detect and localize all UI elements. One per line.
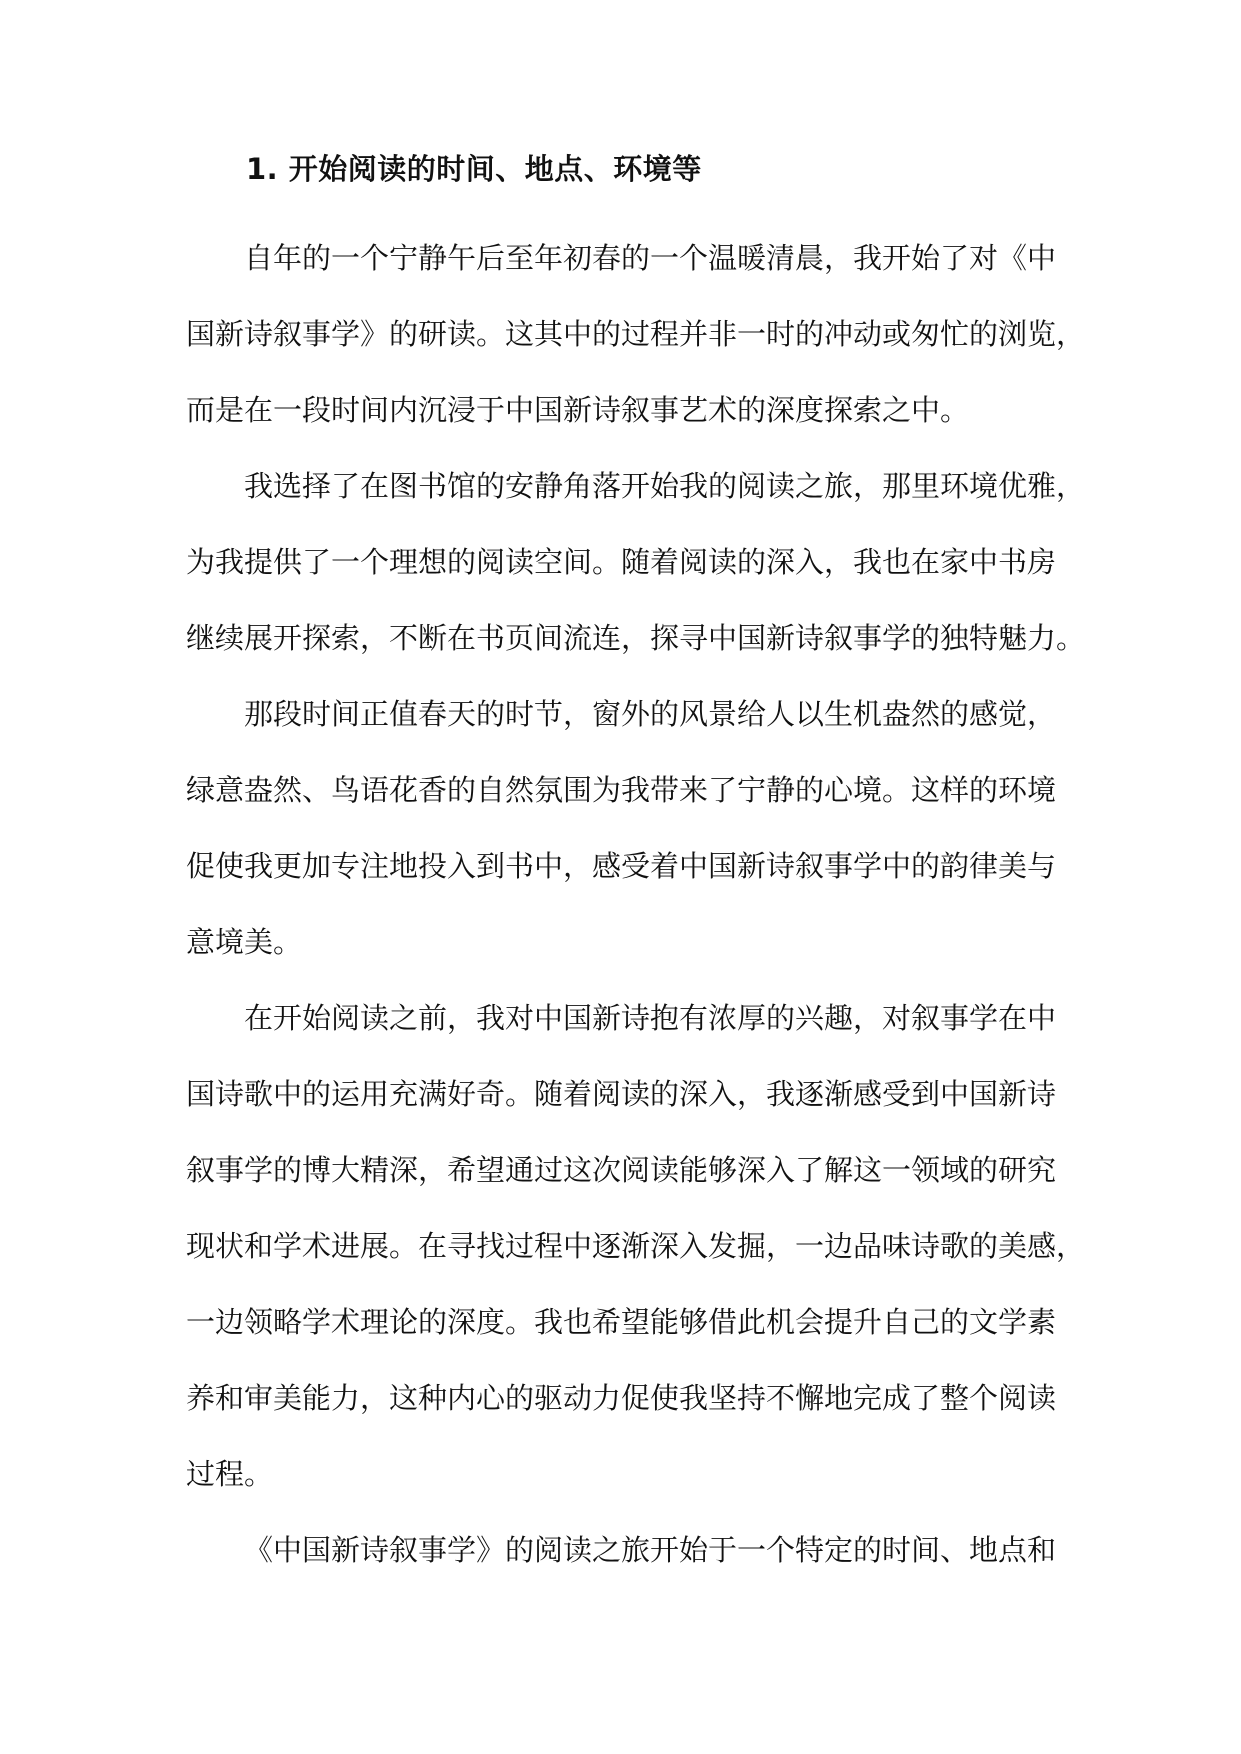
paragraph-line: 现状和学术进展。在寻找过程中逐渐深入发掘，一边品味诗歌的美感， — [186, 1229, 1086, 1263]
paragraph-line: 我选择了在图书馆的安静角落开始我的阅读之旅，那里环境优雅， — [244, 469, 1086, 503]
paragraph-line: 促使我更加专注地投入到书中，感受着中国新诗叙事学中的韵律美与 — [186, 849, 1057, 883]
paragraph-line: 自年的一个宁静午后至年初春的一个温暖清晨，我开始了对《中 — [244, 241, 1057, 275]
paragraph-line: 叙事学的博大精深，希望通过这次阅读能够深入了解这一领域的研究 — [186, 1153, 1057, 1187]
paragraph-line: 而是在一段时间内沉浸于中国新诗叙事艺术的深度探索之中。 — [186, 393, 970, 427]
paragraph-line: 养和审美能力，这种内心的驱动力促使我坚持不懈地完成了整个阅读 — [186, 1381, 1057, 1415]
paragraph-line: 意境美。 — [186, 925, 303, 959]
document-body — [186, 148, 1086, 1588]
paragraph-line: 《中国新诗叙事学》的阅读之旅开始于一个特定的时间、地点和 — [244, 1533, 1057, 1567]
paragraph-line: 那段时间正值春天的时节，窗外的风景给人以生机盎然的感觉， — [244, 697, 1057, 731]
paragraph-line: 一边领略学术理论的深度。我也希望能够借此机会提升自己的文学素 — [186, 1305, 1057, 1339]
paragraph-line: 为我提供了一个理想的阅读空间。随着阅读的深入，我也在家中书房 — [186, 545, 1057, 579]
paragraph-line: 绿意盎然、鸟语花香的自然氛围为我带来了宁静的心境。这样的环境 — [186, 773, 1057, 807]
paragraph-line: 继续展开探索，不断在书页间流连，探寻中国新诗叙事学的独特魅力。 — [186, 621, 1086, 655]
paragraph-1 — [186, 220, 1086, 448]
paragraph-line: 国诗歌中的运用充满好奇。随着阅读的深入，我逐渐感受到中国新诗 — [186, 1077, 1057, 1111]
paragraph-5 — [186, 1512, 1057, 1588]
paragraph-3 — [186, 676, 1057, 980]
paragraph-line: 过程。 — [186, 1457, 274, 1491]
section-heading: 1. 开始阅读的时间、地点、环境等 — [246, 152, 702, 186]
paragraph-4 — [186, 980, 1086, 1512]
paragraph-2 — [186, 448, 1086, 676]
paragraph-line: 国新诗叙事学》的研读。这其中的过程并非一时的冲动或匆忙的浏览， — [186, 317, 1086, 351]
paragraph-line: 在开始阅读之前，我对中国新诗抱有浓厚的兴趣，对叙事学在中 — [244, 1001, 1057, 1035]
